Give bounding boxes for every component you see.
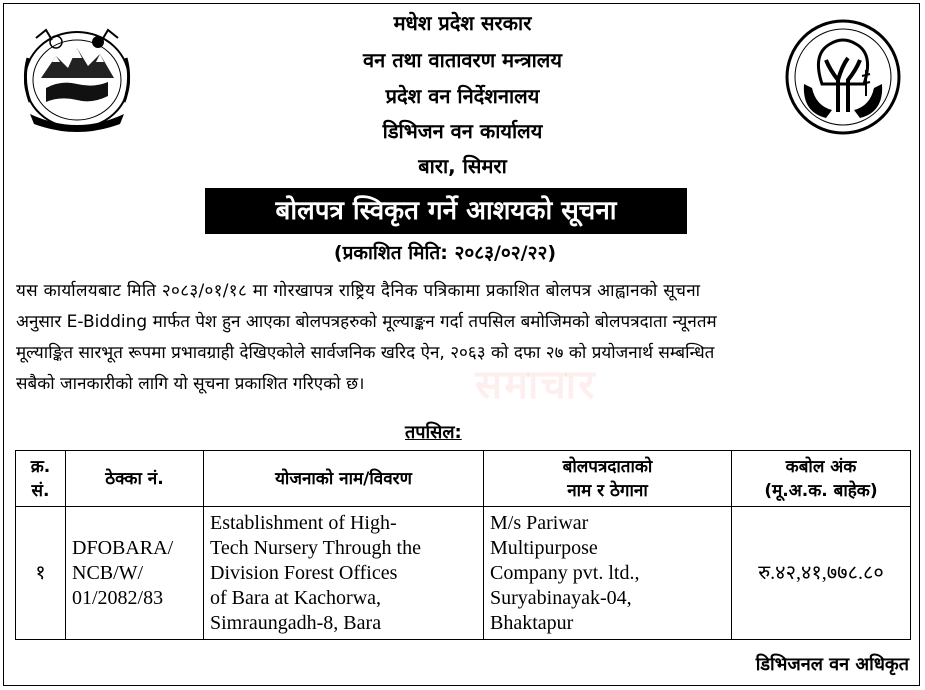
body-line: मूल्याङ्कित सारभूत रूपमा प्रभावग्राही देखिएकोले सार्वजनिक खरिद ऐन, २०६३ को दफा २७ को प्रयोजनार्थ सम्बन्धित bbox=[16, 343, 715, 363]
bidder-line: Suryabinayak-04, bbox=[490, 586, 632, 609]
notice-body bbox=[16, 276, 909, 400]
cell-serial: १ bbox=[16, 507, 66, 640]
bidder-line: Bhaktapur bbox=[490, 611, 574, 634]
bidder-line: Company pvt. ltd., bbox=[490, 561, 640, 584]
header-serial-line1: क्र. bbox=[30, 456, 51, 477]
header-bidder-line1: बोलपत्रदाताको bbox=[562, 456, 653, 477]
project-line: Tech Nursery Through the bbox=[210, 536, 421, 559]
forest-department-logo-icon bbox=[782, 14, 904, 140]
watermark: समाचार bbox=[475, 362, 597, 408]
header-amount-line1: कबोल अंक bbox=[785, 456, 857, 477]
header-amount-line2: (मू.अ.क. बाहेक) bbox=[764, 480, 878, 501]
contract-line: NCB/W/ bbox=[72, 561, 144, 584]
header-amount bbox=[732, 451, 911, 507]
body-line: सबैको जानकारीको लागि यो सूचना प्रकाशित गरिएको छ। bbox=[16, 374, 365, 394]
bid-table bbox=[15, 450, 911, 640]
bidder-line: M/s Pariwar bbox=[490, 511, 589, 534]
bidder-line: Multipurpose bbox=[490, 536, 598, 559]
contract-line: 01/2082/83 bbox=[72, 586, 164, 609]
header-province-government: मधेश प्रदेश सरकार bbox=[393, 11, 532, 35]
body-line: यस कार्यालयबाट मिति २०८३/०१/१८ मा गोरखापत्र राष्ट्रिय दैनिक पत्रिकामा प्रकाशित बोलपत्र आह्वानको सूचना bbox=[16, 281, 701, 301]
government-emblem-icon bbox=[16, 18, 138, 136]
header-serial-line2: सं. bbox=[31, 480, 50, 501]
table-row bbox=[16, 507, 911, 640]
cell-project-description bbox=[204, 507, 484, 640]
header-directorate: प्रदेश वन निर्देशनालय bbox=[385, 84, 540, 108]
header-serial-number bbox=[16, 451, 66, 507]
header-ministry: वन तथा वातावरण मन्त्रालय bbox=[363, 48, 562, 72]
header-division-office: डिभिजन वन कार्यालय bbox=[382, 119, 543, 143]
header-contract-number bbox=[66, 451, 204, 507]
header-bidder-line2: नाम र ठेगाना bbox=[567, 480, 648, 501]
header-contract-label: ठेक्का नं. bbox=[105, 468, 164, 489]
cell-bid-amount: रु.४२,४१,७७८.८० bbox=[732, 507, 911, 640]
details-heading: तपसिल: bbox=[405, 422, 462, 443]
header-location: बारा, सिमरा bbox=[418, 154, 507, 178]
body-line: अनुसार E-Bidding मार्फत पेश हुन आएका बोलपत्रहरुको मूल्याङ्कन गर्दा तपसिल बमोजिमको बोलपत्रदाता न्यूनतम bbox=[16, 312, 717, 332]
cell-bidder bbox=[484, 507, 732, 640]
signature-designation: डिभिजनल वन अधिकृत bbox=[755, 654, 909, 675]
project-line: of Bara at Kachorwa, bbox=[210, 586, 382, 609]
cell-contract-number bbox=[66, 507, 204, 640]
project-line: Division Forest Offices bbox=[210, 561, 398, 584]
project-line: Simraungadh-8, Bara bbox=[210, 611, 382, 634]
header-bidder bbox=[484, 451, 732, 507]
table-header-row bbox=[16, 451, 911, 507]
header-project-label: योजनाको नाम/विवरण bbox=[275, 468, 412, 489]
published-date: (प्रकाशित मिति: २०८३/०२/२२) bbox=[333, 242, 557, 264]
project-line: Establishment of High- bbox=[210, 511, 397, 534]
contract-line: DFOBARA/ bbox=[72, 536, 174, 559]
notice-title: बोलपत्र स्विकृत गर्ने आशयको सूचना bbox=[205, 188, 687, 234]
header-project bbox=[204, 451, 484, 507]
